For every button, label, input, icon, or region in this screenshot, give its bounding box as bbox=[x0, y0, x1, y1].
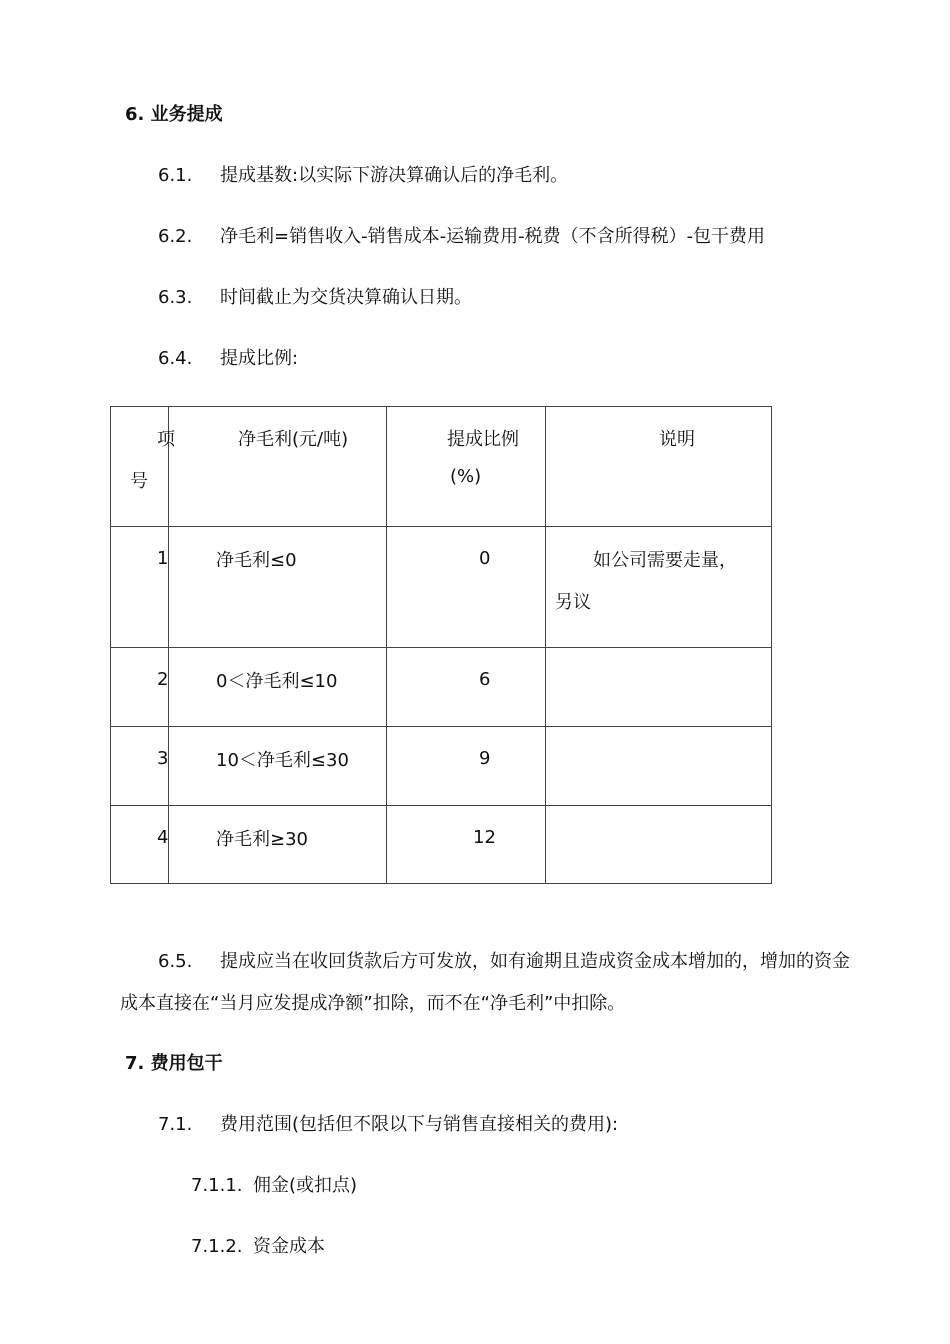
item-6-5-number: 6.5. bbox=[158, 951, 193, 972]
row-3-profit: 10＜净毛利≤30 bbox=[216, 750, 349, 771]
table-col-divider bbox=[168, 406, 169, 884]
header-net-profit: 净毛利(元/吨) bbox=[238, 429, 349, 450]
item-7-1-1-text: 佣金(或扣点) bbox=[253, 1175, 358, 1196]
commission-table bbox=[110, 406, 772, 884]
table-row-divider bbox=[110, 526, 772, 527]
header-no-line1: 项 bbox=[157, 429, 175, 450]
row-2-profit: 0＜净毛利≤10 bbox=[216, 671, 338, 692]
header-no-line2: 号 bbox=[130, 471, 148, 492]
item-6-1-text: 提成基数:以实际下游决算确认后的净毛利。 bbox=[220, 165, 569, 186]
table-row-divider bbox=[110, 805, 772, 806]
table-border-right bbox=[771, 406, 772, 884]
item-6-1-number: 6.1. bbox=[158, 165, 193, 186]
section-6-heading: 6. 业务提成 bbox=[125, 104, 223, 125]
row-4-no: 4 bbox=[157, 827, 169, 848]
item-7-1-1-number: 7.1.1. bbox=[191, 1175, 243, 1196]
row-3-rate: 9 bbox=[479, 748, 491, 769]
item-6-3-number: 6.3. bbox=[158, 287, 193, 308]
item-6-3-text: 时间截止为交货决算确认日期。 bbox=[220, 287, 472, 308]
row-1-rate: 0 bbox=[479, 548, 491, 569]
table-col-divider bbox=[545, 406, 546, 884]
table-col-divider bbox=[386, 406, 387, 884]
row-1-note-line2: 另议 bbox=[555, 592, 591, 613]
row-2-rate: 6 bbox=[479, 669, 491, 690]
row-3-no: 3 bbox=[157, 748, 169, 769]
item-6-2-number: 6.2. bbox=[158, 226, 193, 247]
item-6-4-text: 提成比例: bbox=[220, 348, 299, 369]
table-border-left bbox=[110, 406, 111, 884]
table-border-bottom bbox=[110, 883, 772, 884]
item-6-5-text-line2: 成本直接在“当月应发提成净额”扣除，而不在“净毛利”中扣除。 bbox=[120, 993, 626, 1014]
header-rate-line1: 提成比例 bbox=[447, 429, 519, 450]
row-1-profit: 净毛利≤0 bbox=[216, 550, 297, 571]
table-row-divider bbox=[110, 647, 772, 648]
row-4-rate: 12 bbox=[473, 827, 496, 848]
item-7-1-text: 费用范围(包括但不限以下与销售直接相关的费用): bbox=[220, 1114, 619, 1135]
item-6-5-text-line1: 提成应当在收回货款后方可发放，如有逾期且造成资金成本增加的，增加的资金 bbox=[220, 951, 850, 972]
header-note: 说明 bbox=[659, 429, 695, 450]
item-7-1-number: 7.1. bbox=[158, 1114, 193, 1135]
row-2-no: 2 bbox=[157, 669, 169, 690]
header-rate-line2: (%) bbox=[450, 466, 482, 487]
table-row-divider bbox=[110, 726, 772, 727]
item-6-2-text: 净毛利=销售收入-销售成本-运输费用-税费（不含所得税）-包干费用 bbox=[220, 226, 766, 247]
row-4-profit: 净毛利≥30 bbox=[216, 829, 308, 850]
row-1-no: 1 bbox=[157, 548, 169, 569]
row-1-note-line1: 如公司需要走量， bbox=[593, 550, 737, 571]
item-6-4-number: 6.4. bbox=[158, 348, 193, 369]
table-border-top bbox=[110, 406, 772, 407]
item-7-1-2-text: 资金成本 bbox=[253, 1236, 325, 1257]
section-7-heading: 7. 费用包干 bbox=[125, 1053, 223, 1074]
item-7-1-2-number: 7.1.2. bbox=[191, 1236, 243, 1257]
